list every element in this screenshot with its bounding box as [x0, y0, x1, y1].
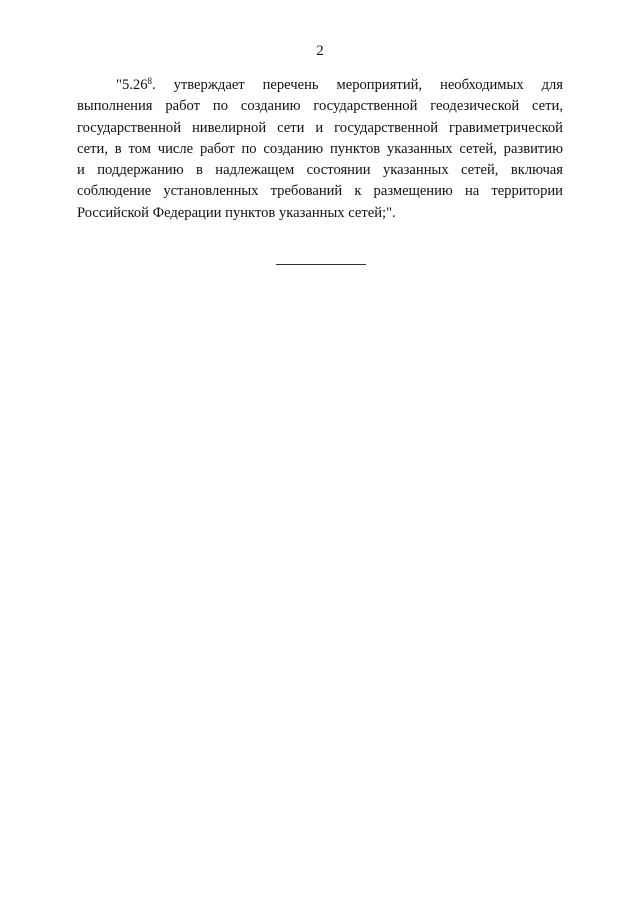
- item-number-prefix: "5.26: [116, 77, 148, 93]
- end-divider: [276, 264, 366, 265]
- paragraph-line: соблюдение установленных требований к размещению на территории: [77, 183, 563, 200]
- paragraph-line: и поддержанию в надлежащем состоянии указанных сетей, включая: [77, 162, 563, 179]
- paragraph-line: сети, в том числе работ по созданию пунктов указанных сетей, развитию: [77, 140, 563, 157]
- item-number-superscript: 8: [147, 76, 152, 86]
- page-number: 2: [316, 43, 324, 59]
- paragraph-line-text: утверждает перечень мероприятий, необходимых для: [155, 77, 563, 93]
- item-number-suffix: .: [152, 77, 156, 93]
- paragraph-line: государственной нивелирной сети и государственной гравиметрической: [77, 119, 563, 136]
- paragraph-line: [77, 75, 563, 96]
- body-paragraph: [77, 75, 563, 224]
- paragraph-line: выполнения работ по созданию государственной геодезической сети,: [77, 98, 563, 115]
- paragraph-line: Российской Федерации пунктов указанных сетей;".: [77, 204, 396, 221]
